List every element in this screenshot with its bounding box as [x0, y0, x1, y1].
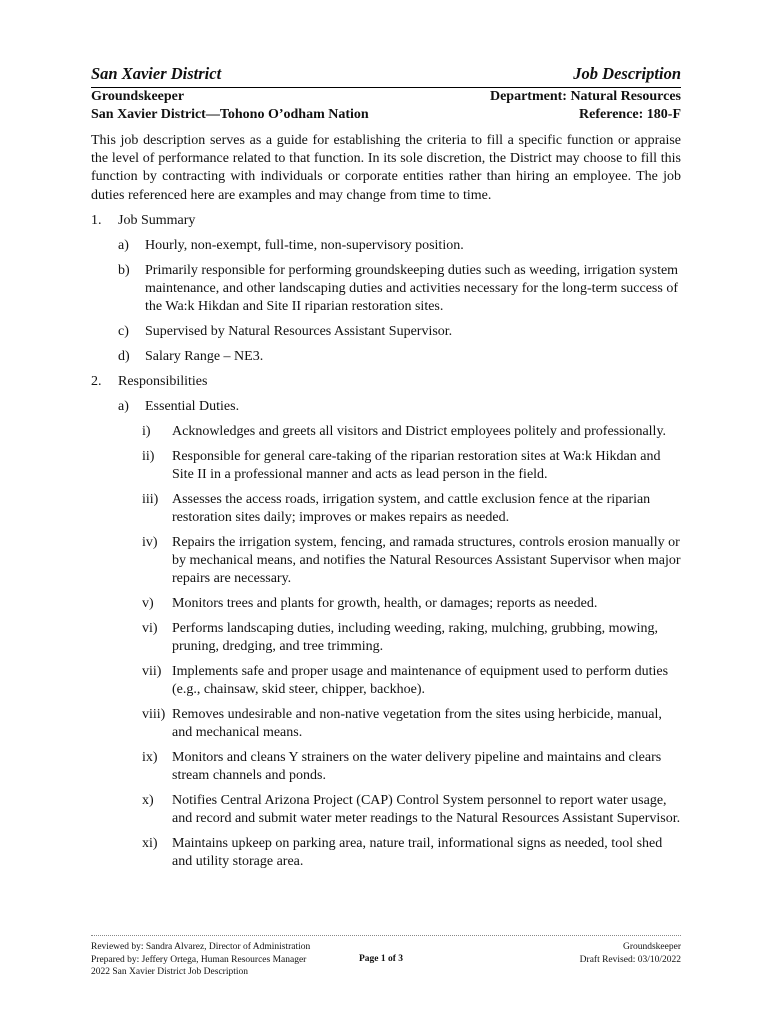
year-line: 2022 San Xavier District Job Description	[91, 967, 248, 977]
duty-item	[91, 423, 681, 441]
duty-text: Assesses the access roads, irrigation system, and cattle exclusion fence at the riparian restoration sites daily; improves or makes repairs as needed.	[172, 491, 651, 525]
duty-mark: iv)	[142, 534, 158, 550]
duty-text: Maintains upkeep on parking area, nature trail, informational signs as needed, tool shed and utility storage area.	[172, 835, 663, 869]
reviewed-by: Reviewed by: Sandra Alvarez, Director of Administration	[91, 942, 311, 952]
duty-item	[91, 491, 681, 527]
duty-mark: vii)	[142, 663, 162, 679]
duty-mark: iii)	[142, 491, 159, 507]
item-mark: b)	[118, 262, 130, 278]
footer-left	[91, 941, 310, 979]
duty-item	[91, 448, 681, 484]
duty-text: Monitors and cleans Y strainers on the water delivery pipeline and maintains and clears stream channels and ponds.	[172, 749, 662, 783]
duty-mark: vi)	[142, 620, 158, 636]
duty-text: Repairs the irrigation system, fencing, and ramada structures, controls erosion manually or by mechanical means, and notifies the Natural Resources Assistant Supervisor when major repairs are necessary.	[172, 534, 681, 586]
org-name: San Xavier District	[91, 64, 222, 83]
item-text: Hourly, non-exempt, full-time, non-supervisory position.	[145, 237, 464, 253]
draft-revised: Draft Revised: 03/10/2022	[579, 954, 681, 965]
header-sub-2	[91, 106, 681, 124]
item-mark: a)	[118, 398, 129, 414]
item-mark: d)	[118, 348, 130, 364]
duty-text: Performs landscaping duties, including weeding, raking, mulching, grubbing, mowing, pruning, dredging, and tree trimming.	[172, 620, 659, 654]
duty-item	[91, 792, 681, 828]
section-job-summary	[91, 212, 681, 230]
intro-paragraph: This job description serves as a guide for establishing the criteria to fill a specific function or appraise the level of performance related to that function. In its sole discretion, the District may choose to fill this function by contracting with individuals or corporate entities rather than hiring an employee. The job duties referenced here are examples and may change from time to time.	[91, 133, 681, 203]
item-mark: a)	[118, 237, 129, 253]
duty-mark: v)	[142, 595, 154, 611]
duty-mark: ii)	[142, 448, 155, 464]
item-text: Supervised by Natural Resources Assistant Supervisor.	[145, 323, 453, 339]
duty-item	[91, 663, 681, 699]
section-responsibilities	[91, 373, 681, 391]
duty-text: Monitors trees and plants for growth, health, or damages; reports as needed.	[172, 595, 598, 611]
duty-item	[91, 620, 681, 656]
prepared-by: Prepared by: Jeffery Ortega, Human Resources Manager	[91, 954, 307, 965]
duty-mark: x)	[142, 792, 154, 808]
summary-item	[91, 262, 681, 316]
section-number: 2.	[91, 373, 102, 389]
duty-text: Removes undesirable and non-native vegetation from the sites using herbicide, manual, and mechanical means.	[172, 706, 662, 740]
item-text: Salary Range – NE3.	[145, 348, 264, 364]
duty-mark: i)	[142, 423, 151, 439]
section-number: 1.	[91, 212, 102, 228]
section-title: Responsibilities	[118, 373, 208, 389]
footer-rule	[91, 935, 681, 936]
duty-item	[91, 749, 681, 785]
section-title: Job Summary	[118, 212, 196, 228]
item-text: Essential Duties.	[145, 398, 240, 414]
page-number: Page 1 of 3	[359, 954, 404, 964]
footer-right	[580, 941, 681, 966]
duty-text: Acknowledges and greets all visitors and District employees politely and professionally.	[172, 423, 667, 439]
department: Department: Natural Resources	[489, 89, 681, 104]
summary-item	[91, 348, 681, 366]
duty-item	[91, 835, 681, 871]
duty-mark: viii)	[142, 706, 166, 722]
essential-duties-heading	[91, 398, 681, 416]
reference: Reference: 180-F	[579, 107, 681, 122]
item-mark: c)	[118, 323, 129, 339]
summary-item	[91, 323, 681, 341]
duty-text: Notifies Central Arizona Project (CAP) Control System personnel to report water usage, and record and submit water meter readings to the Natural Resources Assistant Supervisor.	[172, 792, 681, 826]
doc-type: Job Description	[573, 64, 681, 83]
header-sub-1	[91, 88, 681, 106]
footer-title: Groundskeeper	[622, 942, 681, 952]
duty-item	[91, 595, 681, 613]
location: San Xavier District—Tohono O’odham Nation	[91, 107, 369, 122]
duty-item	[91, 706, 681, 742]
summary-item	[91, 237, 681, 255]
header-top	[91, 64, 681, 84]
duty-text: Implements safe and proper usage and maintenance of equipment used to perform duties (e.g., chainsaw, skid steer, chipper, backhoe).	[172, 663, 669, 697]
job-title: Groundskeeper	[91, 89, 185, 104]
duty-mark: ix)	[142, 749, 158, 765]
item-text: Primarily responsible for performing groundskeeping duties such as weeding, irrigation system maintenance, and other landscaping duties and activities necessary for the long-term success of the Wa:k Hikdan and Site II riparian restoration sites.	[145, 262, 679, 314]
duty-item	[91, 534, 681, 588]
document-page	[91, 64, 681, 871]
duty-mark: xi)	[142, 835, 158, 851]
duty-text: Responsible for general care-taking of the riparian restoration sites at Wa:k Hikdan and Site II in a professional manner and acts as lead person in the field.	[172, 448, 661, 482]
